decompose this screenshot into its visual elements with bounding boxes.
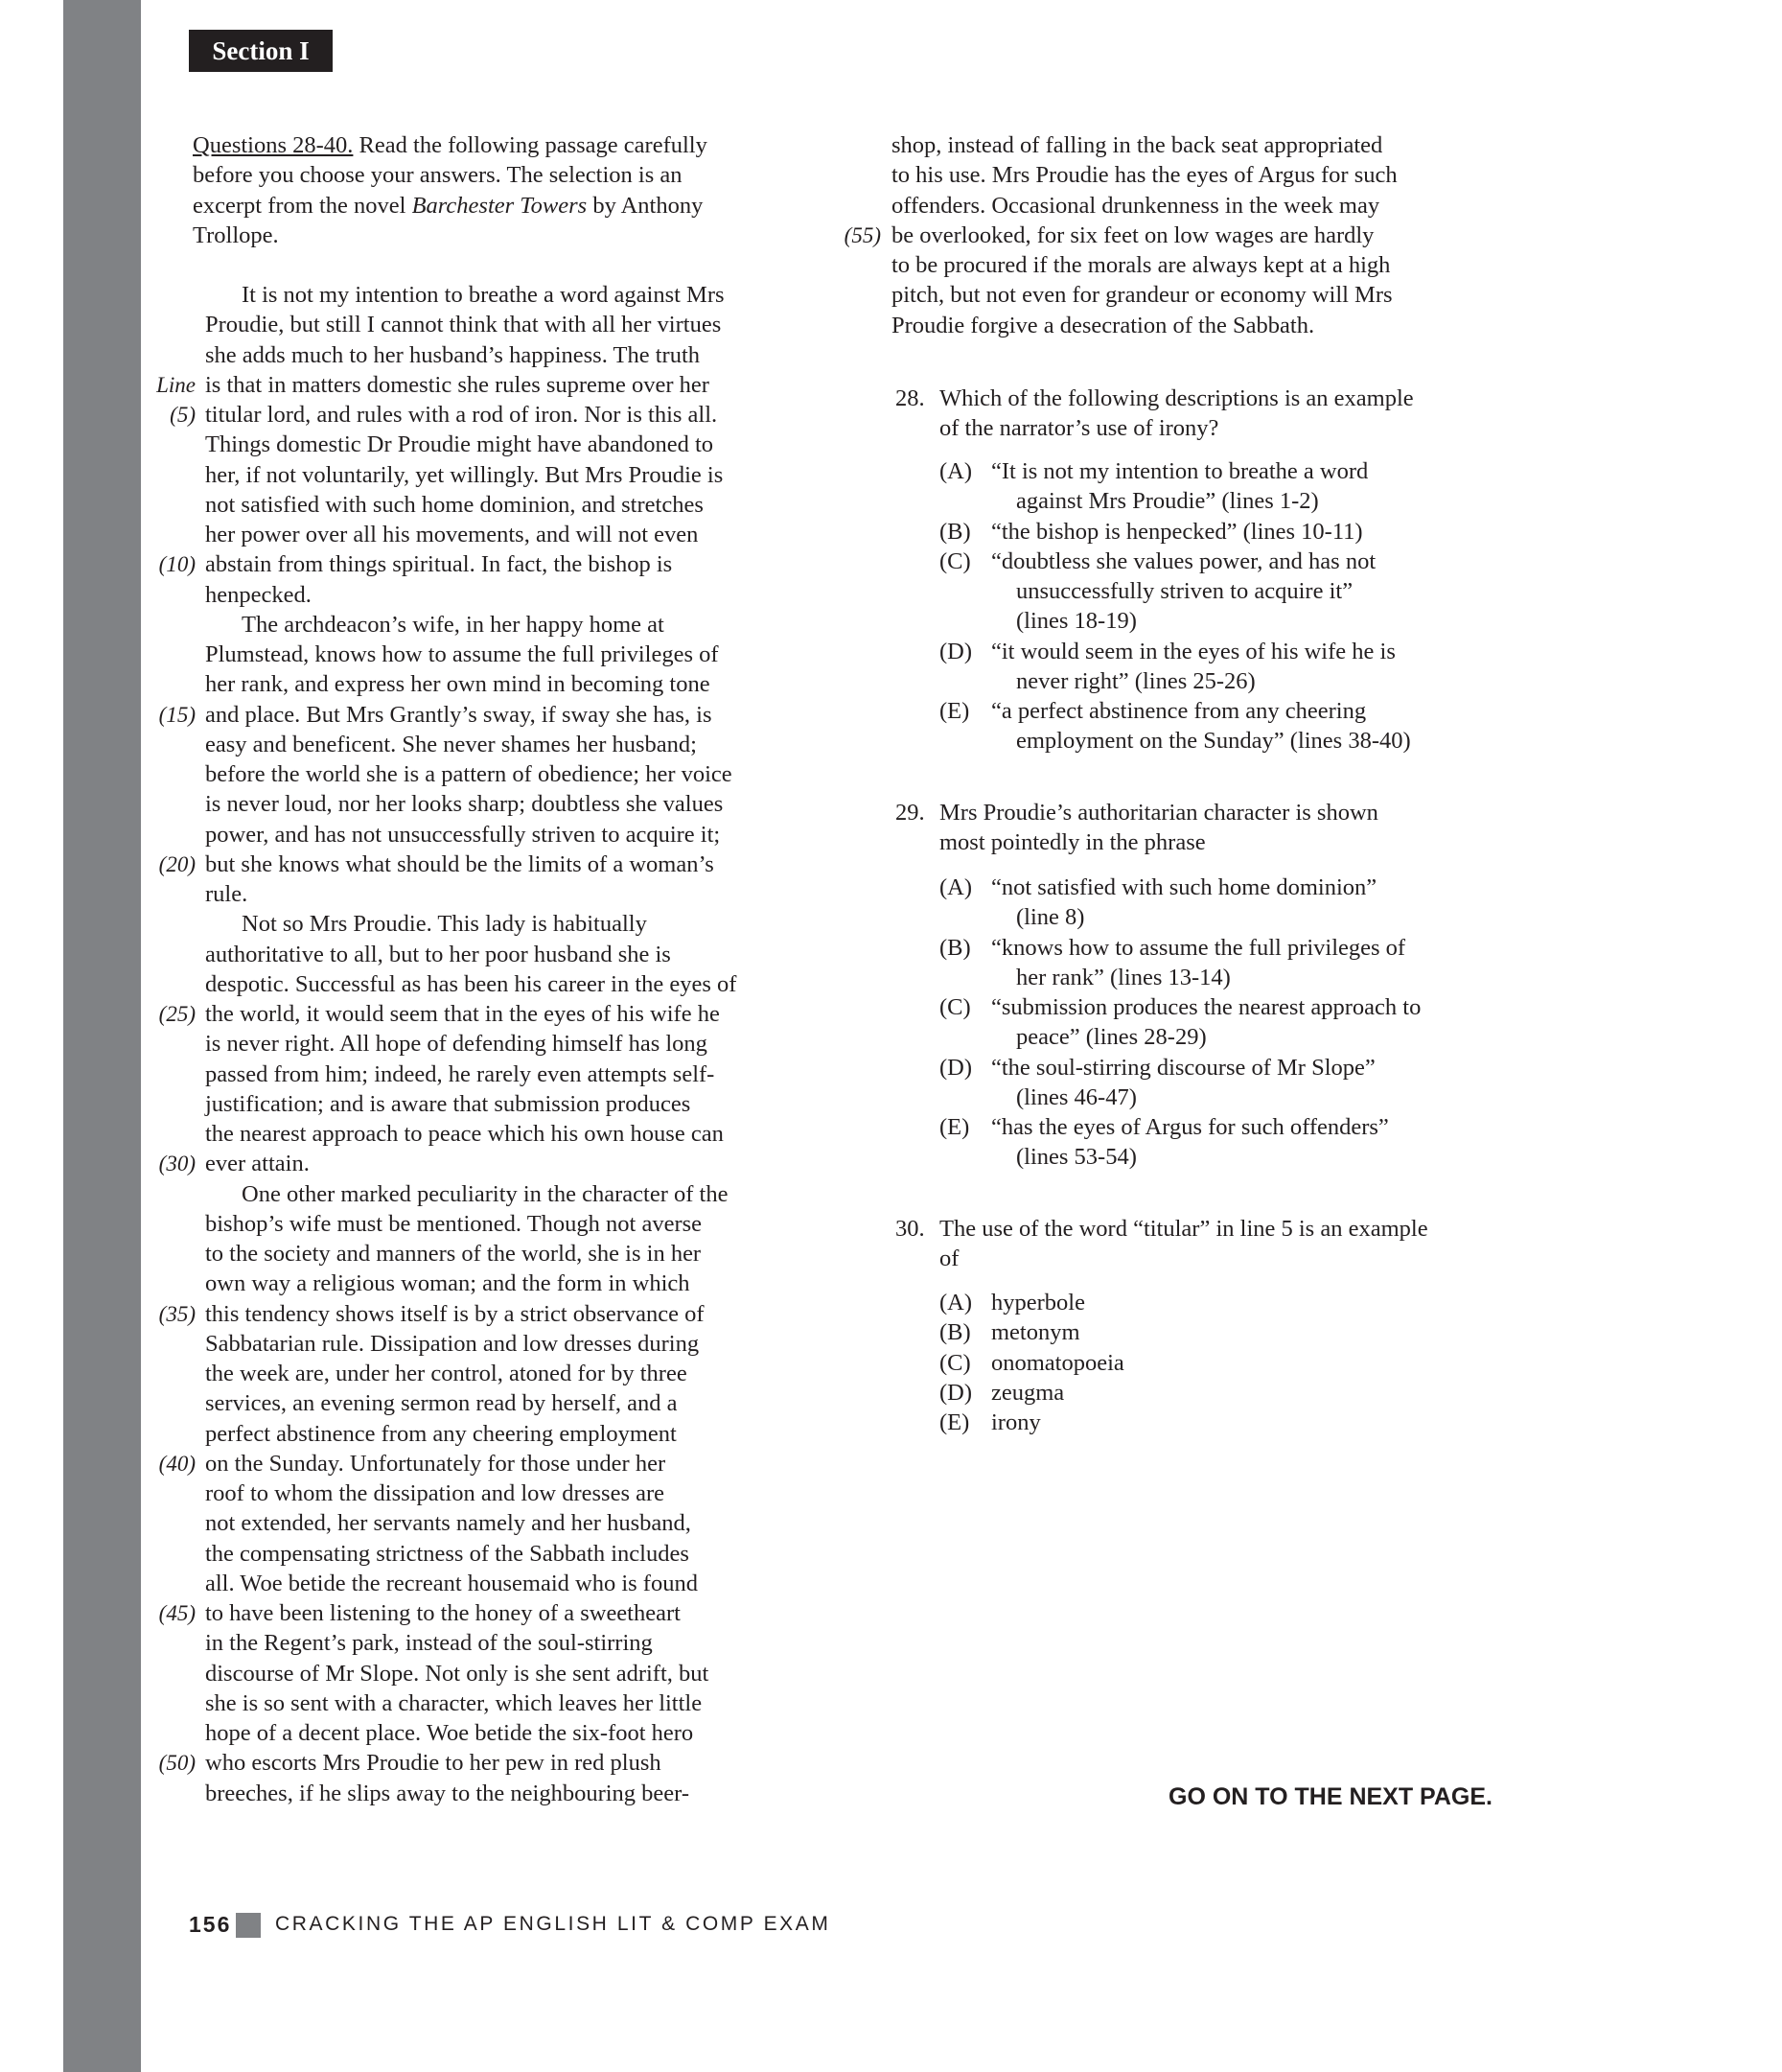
passage-line: the compensating strictness of the Sabbath includes — [205, 1540, 689, 1567]
option-text: peace” (lines 28-29) — [1016, 1024, 1207, 1051]
line-number: (55) — [844, 222, 881, 247]
passage-line: not satisfied with such home dominion, and stretches — [205, 491, 704, 518]
intro-line — [193, 191, 703, 221]
question-number: 28. — [895, 385, 925, 411]
passage-line: in the Regent’s park, instead of the soul-stirring — [205, 1630, 653, 1657]
intro-line: before you choose your answers. The selection is an — [193, 162, 683, 189]
option-letter: (B) — [939, 518, 971, 545]
passage-line: Sabbatarian rule. Dissipation and low dresses during — [205, 1330, 700, 1357]
question-number: 29. — [895, 800, 925, 826]
passage-line: services, an evening sermon read by herself, and a — [205, 1390, 678, 1417]
passage-line: Plumstead, knows how to assume the full privileges of — [205, 641, 719, 667]
passage-line: power, and has not unsuccessfully striven to acquire it; — [205, 821, 721, 848]
line-number: (30) — [158, 1152, 196, 1176]
line-number: (5) — [170, 403, 196, 427]
option-letter: (D) — [939, 638, 973, 664]
passage-line: passed from him; indeed, he rarely even attempts self- — [205, 1060, 715, 1087]
intro-text: by Anthony — [587, 192, 704, 219]
passage-line: her rank, and express her own mind in becoming tone — [205, 671, 710, 698]
option-text: unsuccessfully striven to acquire it” — [1016, 578, 1354, 604]
option-text: (lines 53-54) — [1016, 1144, 1137, 1171]
intro-line: Trollope. — [193, 221, 279, 248]
passage-line: One other marked peculiarity in the character of the — [242, 1180, 729, 1207]
passage-line: hope of a decent place. Woe betide the six-foot hero — [205, 1720, 694, 1746]
passage-line: the world, it would seem that in the eyes of his wife he — [205, 1001, 720, 1027]
question-stem: Mrs Proudie’s authoritarian character is shown — [939, 800, 1378, 826]
go-on-next-page: GO ON TO THE NEXT PAGE. — [1169, 1783, 1493, 1810]
option-letter: (A) — [939, 458, 973, 484]
passage-line: to the society and manners of the world, she is in her — [205, 1241, 702, 1267]
passage-line: but she knows what should be the limits of a woman’s — [205, 850, 714, 877]
option-text: never right” (lines 25-26) — [1016, 667, 1256, 694]
passage-line: abstain from things spiritual. In fact, the bishop is — [205, 551, 673, 578]
passage-line: bishop’s wife must be mentioned. Though not averse — [205, 1210, 703, 1237]
option-text: “doubtless she values power, and has not — [991, 547, 1377, 574]
footer-square — [236, 1913, 261, 1938]
passage-line: rule. — [205, 881, 248, 907]
passage-line: who escorts Mrs Proudie to her pew in red plush — [205, 1750, 661, 1777]
passage-line: Not so Mrs Proudie. This lady is habitually — [242, 911, 647, 938]
option-text: against Mrs Proudie” (lines 1-2) — [1016, 488, 1319, 515]
passage-line: is that in matters domestic she rules supreme over her — [205, 371, 709, 398]
passage-line: Proudie, but still I cannot think that with all her virtues — [205, 312, 722, 338]
passage-line: her power over all his movements, and will not even — [205, 522, 699, 547]
passage-line: ever attain. — [205, 1151, 310, 1177]
passage-line: justification; and is aware that submission produces — [205, 1090, 691, 1117]
passage-line: despotic. Successful as has been his career in the eyes of — [205, 970, 737, 997]
option-letter: (C) — [939, 1349, 971, 1376]
passage-line: shop, instead of falling in the back seat appropriated — [891, 132, 1383, 158]
line-number: (25) — [158, 1002, 196, 1026]
passage-line: henpecked. — [205, 581, 312, 608]
passage-line: Things domestic Dr Proudie might have abandoned to — [205, 431, 714, 458]
passage-line: her, if not voluntarily, yet willingly. But Mrs Proudie is — [205, 461, 724, 488]
option-text: her rank” (lines 13-14) — [1016, 964, 1231, 990]
passage-line: is never right. All hope of defending himself has long — [205, 1031, 707, 1058]
passage-line: discourse of Mr Slope. Not only is she sent adrift, but — [205, 1660, 709, 1687]
option-text: “the bishop is henpecked” (lines 10-11) — [991, 518, 1363, 545]
passage-line: before the world she is a pattern of obedience; her voice — [205, 761, 732, 787]
line-number: (10) — [158, 552, 196, 577]
question-stem: The use of the word “titular” in line 5 is an example — [939, 1216, 1428, 1242]
passage-line: the nearest approach to peace which his own house can — [205, 1121, 724, 1147]
intro-text: Read the following passage carefully — [353, 132, 707, 158]
line-number: Line — [156, 372, 196, 397]
book-title: CRACKING THE AP ENGLISH LIT & COMP EXAM — [275, 1913, 831, 1935]
option-letter: (A) — [939, 1290, 973, 1315]
passage-line: perfect abstinence from any cheering employment — [205, 1420, 677, 1447]
section-label: Section I — [189, 30, 333, 72]
option-text: onomatopoeia — [991, 1349, 1124, 1376]
passage-line: offenders. Occasional drunkenness in the week may — [891, 192, 1380, 219]
option-text: (lines 46-47) — [1016, 1083, 1137, 1110]
novel-title: Barchester Towers — [411, 192, 588, 219]
line-number: (45) — [158, 1601, 196, 1625]
option-letter: (B) — [939, 934, 971, 961]
page-number: 156 — [189, 1912, 232, 1937]
question-stem: of — [939, 1246, 960, 1272]
option-letter: (D) — [939, 1054, 973, 1081]
option-text: metonym — [991, 1319, 1080, 1346]
intro-line — [193, 130, 707, 160]
passage-line: this tendency shows itself is by a strict observance of — [205, 1300, 705, 1327]
passage-line: to be procured if the morals are always kept at a high — [891, 252, 1391, 278]
option-letter: (B) — [939, 1319, 971, 1346]
passage-line: be overlooked, for six feet on low wages are hardly — [891, 221, 1375, 248]
option-text: (lines 18-19) — [1016, 608, 1137, 635]
question-stem: most pointedly in the phrase — [939, 829, 1206, 856]
line-number: (50) — [158, 1751, 196, 1776]
passage-line: own way a religious woman; and the form in which — [205, 1270, 690, 1297]
passage-line: titular lord, and rules with a rod of iron. Nor is this all. — [205, 402, 718, 428]
passage-line: It is not my intention to breathe a word against Mrs — [242, 282, 725, 308]
passage-line: not extended, her servants namely and her husband, — [205, 1510, 691, 1537]
passage-line: The archdeacon’s wife, in her happy home at — [242, 611, 664, 638]
questions-range: Questions 28-40. — [193, 132, 354, 158]
passage-line: to have been listening to the honey of a sweetheart — [205, 1600, 681, 1626]
passage-line: pitch, but not even for grandeur or economy will Mrs — [891, 282, 1393, 309]
option-text: “submission produces the nearest approach to — [991, 994, 1422, 1020]
passage-line: easy and beneficent. She never shames her husband; — [205, 731, 697, 757]
passage-line: to his use. Mrs Proudie has the eyes of Argus for such — [891, 162, 1398, 189]
question-number: 30. — [895, 1216, 925, 1242]
option-text: zeugma — [991, 1379, 1065, 1406]
passage-line: she is so sent with a character, which leaves her little — [205, 1689, 703, 1716]
option-letter: (A) — [939, 874, 973, 900]
passage-line: the week are, under her control, atoned for by three — [205, 1361, 687, 1386]
passage-line: all. Woe betide the recreant housemaid who is found — [205, 1570, 698, 1596]
passage-line: is never loud, nor her looks sharp; doubtless she values — [205, 791, 724, 818]
option-letter: (D) — [939, 1379, 973, 1406]
option-text: hyperbole — [991, 1290, 1085, 1315]
line-number: (15) — [158, 702, 196, 727]
option-text: (line 8) — [1016, 904, 1085, 931]
passage-line: roof to whom the dissipation and low dresses are — [205, 1480, 665, 1506]
option-letter: (E) — [939, 698, 970, 724]
option-text: “knows how to assume the full privileges of — [991, 934, 1406, 961]
option-text: “has the eyes of Argus for such offenders” — [991, 1114, 1389, 1140]
passage-line: she adds much to her husband’s happiness. The truth — [205, 341, 701, 368]
line-number: (20) — [158, 851, 196, 876]
option-text: “a perfect abstinence from any cheering — [991, 698, 1367, 724]
passage-line: breeches, if he slips away to the neighbouring beer- — [205, 1780, 689, 1806]
passage-line: and place. But Mrs Grantly’s sway, if sway she has, is — [205, 701, 712, 728]
passage-line: authoritative to all, but to her poor husband she is — [205, 941, 671, 967]
question-stem: of the narrator’s use of irony? — [939, 415, 1219, 442]
passage-line: on the Sunday. Unfortunately for those under her — [205, 1450, 666, 1477]
option-letter: (E) — [939, 1114, 970, 1140]
option-text: “the soul-stirring discourse of Mr Slope” — [991, 1054, 1376, 1081]
question-stem: Which of the following descriptions is an example — [939, 385, 1414, 411]
passage-line: Proudie forgive a desecration of the Sabbath. — [891, 312, 1315, 338]
option-text: “It is not my intention to breathe a word — [991, 458, 1369, 484]
option-letter: (C) — [939, 994, 971, 1020]
line-number: (35) — [158, 1301, 196, 1326]
line-number: (40) — [158, 1451, 196, 1476]
option-text: employment on the Sunday” (lines 38-40) — [1016, 728, 1411, 755]
intro-text: excerpt from the novel — [193, 192, 412, 219]
option-text: irony — [991, 1409, 1041, 1435]
option-text: “it would seem in the eyes of his wife he is — [991, 638, 1396, 664]
option-text: “not satisfied with such home dominion” — [991, 874, 1377, 900]
option-letter: (E) — [939, 1409, 970, 1435]
option-letter: (C) — [939, 547, 971, 574]
